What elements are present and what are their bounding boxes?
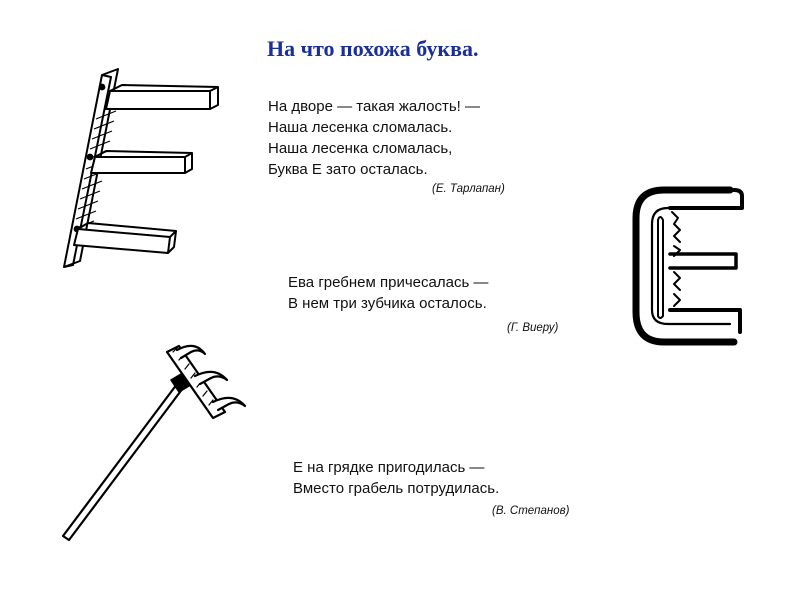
poem-rake [293,457,499,499]
poem-line: Вместо грабель потрудилась. [293,480,500,497]
page-title: На что похожа буква. [267,36,479,61]
poem-author: (Г. Виеру) [507,322,559,334]
poem-line: Е на грядке пригодилась — [293,459,485,476]
poem-line: На дворе — такая жалость! — [268,98,480,115]
comb-letter-e-drawing-icon [630,182,750,352]
poem-line: Наша лесенка сломалась, [268,140,453,157]
rake-letter-e-drawing-icon [55,340,255,545]
poem-comb [288,272,488,314]
poem-line: Ева гребнем причесалась — [288,274,489,291]
poem-author: (В. Степанов) [492,505,570,517]
poem-line: В нем три зубчика осталось. [288,295,487,312]
ladder-letter-e-drawing-icon [40,65,225,275]
poem-line: Наша лесенка сломалась. [268,119,453,136]
poem-line: Буква Е зато осталась. [268,161,428,178]
poem-ladder [268,96,480,180]
poem-author: (Е. Тарлапан) [432,183,505,195]
